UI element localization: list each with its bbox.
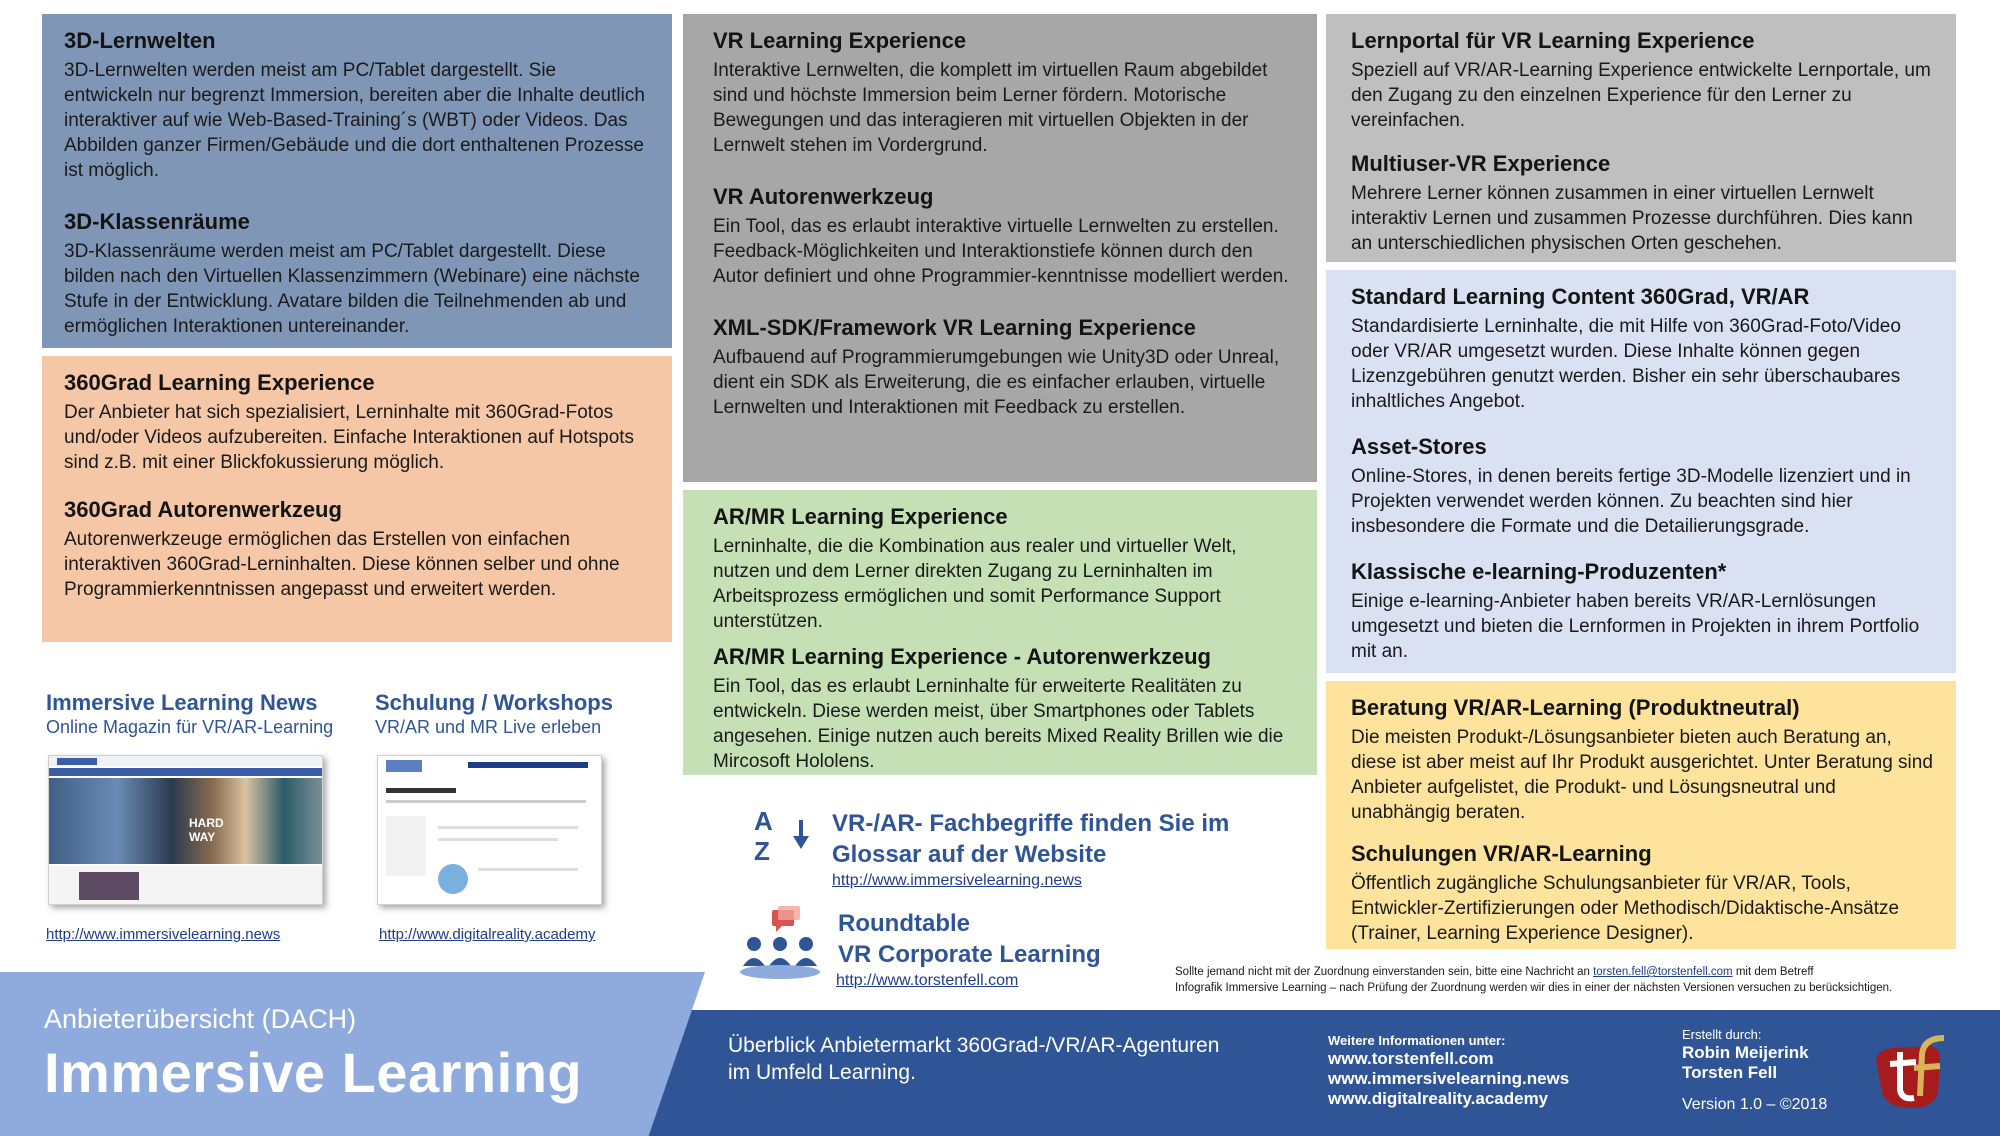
panel-360grad xyxy=(42,356,672,642)
block-title: Standard Learning Content 360Grad, VR/AR xyxy=(1351,284,1810,309)
block-title: VR Autorenwerkzeug xyxy=(713,184,934,209)
block-vr-experience xyxy=(713,28,1295,158)
footer-description xyxy=(728,1032,1268,1086)
footer-desc-line2: im Umfeld Learning. xyxy=(728,1061,916,1084)
block-title: XML-SDK/Framework VR Learning Experience xyxy=(713,315,1196,340)
block-title: 360Grad Autorenwerkzeug xyxy=(64,497,342,522)
footer-author: Robin Meijerink xyxy=(1682,1043,1809,1062)
block-text: 3D-Lernwelten werden meist am PC/Tablet dargestellt. Sie entwickeln nur begrenzt Immersion, bereiten aber die Inhalte deutlich interaktiver auf wie Web-Based-Training´s (WBT) oder Videos. Das Abbilden ganzer Firmen/Gebäude und die dort enthaltenen Prozesse ist möglich. xyxy=(64,60,645,181)
block-elearning-producers xyxy=(1351,559,1934,664)
promo-title: Immersive Learning News xyxy=(46,690,318,715)
block-3d-lernwelten xyxy=(64,28,650,183)
block-title: VR Learning Experience xyxy=(713,28,967,53)
glossary-callout xyxy=(748,806,1268,896)
block-lernportal xyxy=(1351,28,1934,133)
block-title: Schulungen VR/AR-Learning xyxy=(1351,841,1652,866)
az-letter-z: Z xyxy=(754,836,770,866)
news-website-screenshot[interactable]: HARD WAY xyxy=(48,755,323,905)
block-360-experience xyxy=(64,370,650,475)
torstenfell-logo xyxy=(1868,1030,1958,1110)
block-title: Asset-Stores xyxy=(1351,434,1487,459)
footer-title: Immersive Learning xyxy=(44,1041,583,1104)
block-title: 3D-Lernwelten xyxy=(64,28,216,53)
promo-title: Schulung / Workshops xyxy=(375,690,613,715)
promo-subtitle: VR/AR und MR Live erleben xyxy=(375,717,602,737)
footer-subtitle: Anbieterübersicht (DACH) xyxy=(44,1004,357,1034)
roundtable-callout xyxy=(738,904,1158,994)
glossary-line2: Glossar auf der Website xyxy=(832,841,1107,868)
disclaimer-email-link[interactable]: torsten.fell@torstenfell.com xyxy=(1593,966,1733,978)
footer-link-digitalreality[interactable]: www.digitalreality.academy xyxy=(1328,1089,1549,1108)
block-title: Beratung VR/AR-Learning (Produktneutral) xyxy=(1351,695,1800,720)
footer-credits xyxy=(1682,1026,1827,1115)
block-text: Interaktive Lernwelten, die komplett im virtuellen Raum abgebildet sind und höchste Immersion beim Lerner fördern. Motorische Bewegungen und das interagieren mit virtuellen Objekten in der Lernwelt stehen im Vordergrund. xyxy=(713,60,1268,156)
block-text: Ein Tool, das es erlaubt interaktive virtuelle Lernwelten zu erstellen. Feedback-Möglichkeiten und Interaktionstiefe können durch den Autor definiert und ohne Programmier-kenntnisse modelliert werden. xyxy=(713,216,1289,287)
glossary-link[interactable]: http://www.immersivelearning.news xyxy=(832,872,1082,889)
roundtable-people-icon xyxy=(738,906,822,984)
panel-vr xyxy=(683,14,1317,482)
block-standard-learning xyxy=(1351,284,1934,414)
block-text: Einige e-learning-Anbieter haben bereits VR/AR-Lernlösungen umgesetzt und bieten die Lernformen in Projekten in ihrem Portfolio mit an. xyxy=(1351,591,1920,662)
block-schulungen xyxy=(1351,841,1934,946)
block-title: Multiuser-VR Experience xyxy=(1351,151,1611,176)
roundtable-line1: Roundtable xyxy=(838,910,970,937)
block-text: Standardisierte Lerninhalte, die mit Hilfe von 360Grad-Foto/Video oder VR/AR umgesetzt wurden. Diese Inhalte können gegen Lizenzgebühren genutzt werden. Bisher ein sehr überschaubares inhaltliches Angebot. xyxy=(1351,316,1901,412)
disclaimer xyxy=(1175,964,1965,996)
block-text: Online-Stores, in denen bereits fertige 3D-Modelle lizenziert und in Projekten verwendet werden können. Zu beachten sind hier insbesondere die Formate und die Detailierungsgrade. xyxy=(1351,466,1911,537)
footer-desc-line1: Überblick Anbietermarkt 360Grad-/VR/AR-Agenturen xyxy=(728,1034,1220,1057)
roundtable-line2: VR Corporate Learning xyxy=(838,941,1101,968)
panel-3d-worlds xyxy=(42,14,672,348)
glossary-line1: VR-/AR- Fachbegriffe finden Sie im xyxy=(832,810,1230,837)
news-link[interactable]: http://www.immersivelearning.news xyxy=(46,926,281,943)
disclaimer-line1 xyxy=(1175,964,1965,980)
academy-link[interactable]: http://www.digitalreality.academy xyxy=(379,926,596,943)
block-title: 3D-Klassenräume xyxy=(64,209,250,234)
block-multiuser xyxy=(1351,151,1934,256)
block-text: Ein Tool, das es erlaubt Lerninhalte für erweiterte Realitäten zu entwickeln. Diese werden meist, über Smartphones oder Tablets angesehen. Einige nutzen auch bereits Mixed Reality Brillen wie die Mircosoft Hololens. xyxy=(713,676,1284,772)
footer-info-label: Weitere Informationen unter: xyxy=(1328,1033,1506,1048)
promo-schulung xyxy=(375,690,675,950)
footer-author: Torsten Fell xyxy=(1682,1063,1778,1082)
block-text: Lerninhalte, die die Kombination aus realer und virtueller Welt, nutzen und dem Lerner direkten Zugang zu Lerninhalten im Arbeitsprozess ermöglichen und somit Performance Support unterstützen. xyxy=(713,536,1237,632)
block-3d-klassenraeume xyxy=(64,209,650,339)
block-title: Klassische e-learning-Produzenten* xyxy=(1351,559,1727,584)
block-text: Die meisten Produkt-/Lösungsanbieter bieten auch Beratung an, diese ist aber meist auf Ihr Produkt ausgerichtet. Unter Beratung sind Anbieter aufgelistet, die Produkt- und Lösungsneutral und unabhängig beraten. xyxy=(1351,727,1933,823)
academy-website-screenshot[interactable] xyxy=(377,755,602,905)
block-vr-autorenwerkzeug xyxy=(713,184,1295,289)
az-sort-icon xyxy=(750,806,810,868)
block-title: 360Grad Learning Experience xyxy=(64,370,375,395)
block-text: Der Anbieter hat sich spezialisiert, Lerninhalte mit 360Grad-Fotos und/oder Videos aufzubereiten. Einfache Interaktionen auf Hotspots sind z.B. mit einer Blickfokussierung möglich. xyxy=(64,402,635,473)
panel-consulting xyxy=(1326,681,1956,949)
footer-credit-label: Erstellt durch: xyxy=(1682,1027,1762,1042)
panel-standard-content xyxy=(1326,270,1956,673)
panel-portal xyxy=(1326,14,1956,262)
arrow-down-icon xyxy=(792,820,810,850)
block-title: Lernportal für VR Learning Experience xyxy=(1351,28,1755,53)
block-asset-stores xyxy=(1351,434,1934,539)
panel-ar-mr xyxy=(683,490,1317,775)
block-text: Öffentlich zugängliche Schulungsanbieter für VR/AR, Tools, Entwickler-Zertifizierungen oder Methodisch/Didaktische-Ansätze (Trainer, Learning Experience Designer). xyxy=(1351,873,1900,944)
block-ar-experience xyxy=(713,504,1295,634)
block-title: AR/MR Learning Experience xyxy=(713,504,1008,529)
block-text: Aufbauend auf Programmierumgebungen wie Unity3D oder Unreal, dient ein SDK als Erweiterung, die es einfacher erlauben, virtuelle Lernwelten und Interaktionen mit Feedback zu erstellen. xyxy=(713,347,1280,418)
block-text: Speziell auf VR/AR-Learning Experience entwickelte Lernportale, um den Zugang zu den einzelnen Experience für den Lerner zu vereinfachen. xyxy=(1351,60,1931,131)
block-text: 3D-Klassenräume werden meist am PC/Tablet dargestellt. Diese bilden nach den Virtuellen Klassenzimmern (Webinare) eine nächste Stufe in der Entwicklung. Avatare bilden die Teilnehmenden ab und ermöglichen Interaktionen untereinander. xyxy=(64,241,640,337)
block-ar-autorenwerkzeug xyxy=(713,644,1295,774)
block-beratung xyxy=(1351,695,1934,825)
footer-link-immersivelearning[interactable]: www.immersivelearning.news xyxy=(1328,1069,1570,1088)
block-text: Mehrere Lerner können zusammen in einer virtuellen Lernwelt interaktiv Lernen und zusammen Prozesse durchführen. Dies kann an unterschiedlichen physischen Orten geschehen. xyxy=(1351,183,1913,254)
footer-info xyxy=(1328,1032,1569,1109)
roundtable-link[interactable]: http://www.torstenfell.com xyxy=(836,972,1019,989)
disclaimer-text: Sollte jemand nicht mit der Zuordnung einverstanden sein, bitte eine Nachricht an xyxy=(1175,966,1590,978)
block-title: AR/MR Learning Experience - Autorenwerkzeug xyxy=(713,644,1211,669)
block-360-autorenwerkzeug xyxy=(64,497,650,602)
block-xml-sdk xyxy=(713,315,1295,420)
footer-version: Version 1.0 – ©2018 xyxy=(1682,1096,1828,1113)
block-text: Autorenwerkzeuge ermöglichen das Erstellen von einfachen interaktiven 360Grad-Lerninhalten. Diese können selber und ohne Programmierkenntnissen angepasst und erweitert werden. xyxy=(64,529,620,600)
footer-link-torstenfell[interactable]: www.torstenfell.com xyxy=(1328,1049,1494,1068)
promo-subtitle: Online Magazin für VR/AR-Learning xyxy=(46,717,334,737)
az-letter-a: A xyxy=(754,806,773,836)
promo-immersive-news xyxy=(46,690,366,950)
disclaimer-text-end: mit dem Betreff xyxy=(1735,966,1814,978)
disclaimer-line2: Infografik Immersive Learning – nach Prüfung der Zuordnung werden wir dies in einer der nächsten Versionen versuchen zu berücksichtigen. xyxy=(1175,982,1893,994)
